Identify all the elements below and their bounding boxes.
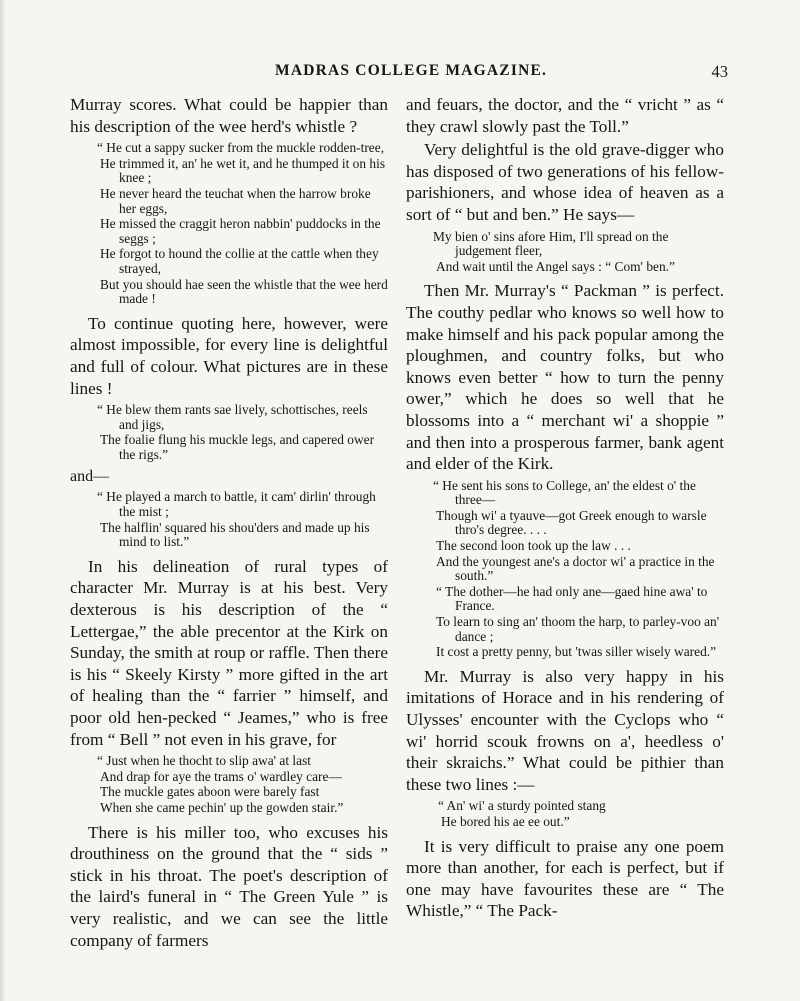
- paragraph: Murray scores. What could be happier than his description of the wee herd's whistle ?: [70, 95, 388, 136]
- verse-line: He bored his ae ee out.”: [441, 813, 570, 829]
- paragraph: To continue quoting here, however, were almost impossible, for every line is delightful and full of colour. What pictures are in these lines !: [70, 313, 388, 398]
- verse-line: When she came pechin' up the gowden stair.”: [100, 799, 344, 815]
- verse-block: [406, 799, 724, 829]
- paragraph: There is his miller too, who excuses his drouthiness on the ground that the “ sids ” stick in his throat. The poet's description of the laird's funeral in “ The Green Yule ” is very realistic, and we can see the little company of farmers: [70, 822, 388, 950]
- connective-text: and—: [70, 468, 110, 486]
- paragraph: Then Mr. Murray's “ Packman ” is perfect. The couthy pedlar who knows so well how to make himself and his pack popular among the ploughmen, and country folks, but who knows even better “ how to turn the penny ower,” which he does so well that he blossoms into a “ merchant wi' a shoppie ” and then into a prosperous farmer, bank agent and elder of the Kirk.: [406, 281, 724, 474]
- verse-line: “ Just when he thocht to slip awa' at last: [97, 753, 312, 769]
- verse-line: The second loon took up the law . . .: [436, 538, 631, 554]
- verse-line: But you should hae seen the whistle that the wee herd made !: [100, 276, 388, 307]
- verse-line: He missed the craggit heron nabbin' puddocks in the seggs ;: [100, 216, 381, 246]
- page-header: [0, 62, 800, 86]
- verse-line: “ The dother—he had only ane—gaed hine awa' to France.: [436, 583, 708, 614]
- verse-block: [406, 479, 724, 660]
- verse-block: [406, 230, 724, 275]
- verse-line: “ He cut a sappy sucker from the muckle rodden-tree,: [97, 140, 385, 156]
- verse-line: To learn to sing an' thoom the harp, to parley-voo an' dance ;: [436, 614, 720, 644]
- verse-line: The halflin' squared his shou'ders and made up his mind to list.”: [100, 519, 370, 550]
- page-edge-shadow: [0, 0, 6, 1001]
- verse-line: “ He sent his sons to College, an' the eldest o' the three—: [433, 477, 696, 508]
- paragraph: Very delightful is the old grave-digger who has disposed of two generations of his fellow-parishioners, and whose idea of heaven as a sort of “ but and ben.” He says—: [406, 140, 724, 224]
- verse-line: He never heard the teuchat when the harrow broke her eggs,: [100, 185, 371, 216]
- verse-line: And wait until the Angel says : “ Com' ben.”: [436, 258, 675, 274]
- verse-line: My bien o' sins afore Him, I'll spread on the judgement fleer,: [433, 228, 669, 259]
- paragraph: and feuars, the doctor, and the “ vricht ” as “ they crawl slowly past the Toll.”: [406, 95, 724, 136]
- verse-line: And the youngest ane's a doctor wi' a practice in the south.”: [436, 553, 715, 584]
- paragraph: Mr. Murray is also very happy in his imitations of Horace and in his rendering of Ulysses' encounter with the Cyclops who “ wi' horrid scouk frowns on a', heedless o' their skraichs.” What could be pithier than these two lines :—: [406, 666, 724, 794]
- magazine-title: MADRAS COLLEGE MAGAZINE.: [275, 62, 548, 79]
- verse-line: The muckle gates aboon were barely fast: [100, 784, 320, 800]
- paragraph: It is very difficult to praise any one poem more than another, for each is perfect, but if one may have favourites these are “ The Whistle,” “ The Pack-: [406, 836, 724, 921]
- verse-block: [70, 403, 388, 462]
- verse-line: He trimmed it, an' he wet it, and he thumped it on his knee ;: [100, 155, 386, 186]
- verse-line: Though wi' a tyauve—got Greek enough to warsle thro's degree. . . .: [436, 507, 707, 538]
- verse-line: The foalie flung his muckle legs, and capered ower the rigs.”: [100, 432, 375, 462]
- page-number: 43: [711, 62, 728, 81]
- verse-line: It cost a pretty penny, but 'twas siller wisely wared.”: [436, 644, 717, 660]
- verse-block: [70, 490, 388, 549]
- right-column: [406, 94, 724, 922]
- verse-line: “ He blew them rants sae lively, schottisches, reels and jigs,: [97, 402, 368, 432]
- verse-line: “ An' wi' a sturdy pointed stang: [438, 798, 606, 814]
- verse-block: [70, 141, 388, 307]
- verse-line: “ He played a march to battle, it cam' dirlin' through the mist ;: [97, 489, 376, 520]
- paragraph: In his delineation of rural types of character Mr. Murray is at his best. Very dexterous is his description of the “ Lettergae,” the able precentor at the Kirk on Sunday, the smith at roup or raffle. Then there is his “ Skeely Kirsty ” more gifted in the art of healing than the “ farrier ” himself, and poor old hen-pecked “ Jeames,” who is free from “ Bell ” not even in his grave, for: [70, 556, 388, 749]
- left-column: [70, 94, 388, 951]
- verse-line: He forgot to hound the collie at the cattle when they strayed,: [100, 246, 379, 276]
- verse-line: And drap for aye the trams o' wardley care—: [100, 768, 342, 784]
- verse-block: [70, 754, 388, 815]
